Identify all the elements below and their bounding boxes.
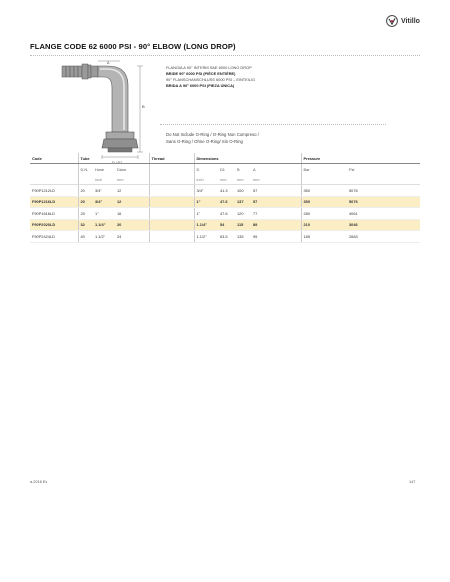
cell-psi: 4061	[347, 208, 420, 220]
cell-diam: 16	[115, 208, 149, 220]
subheader-a: A	[253, 167, 256, 172]
cell-psi: 2683	[347, 231, 420, 243]
cell-thread	[149, 196, 194, 208]
subheader-d1: D1	[220, 167, 225, 172]
cell-bar: 350	[301, 185, 347, 197]
fitting-drawing	[54, 60, 169, 168]
unit-mm: mm	[115, 175, 149, 185]
cell-psi: 3046	[347, 219, 420, 231]
cell-b: 135	[235, 231, 251, 243]
cell-bar: 185	[301, 231, 347, 243]
cell-d: 1.1/2"	[194, 231, 218, 243]
oring-note	[166, 131, 259, 146]
cell-dn: 32	[78, 219, 93, 231]
cell-b: 120	[235, 208, 251, 220]
cell-code: F90P1616LD	[30, 208, 78, 220]
brand-name: Vitillo	[401, 17, 420, 25]
col-header-code: Code	[30, 153, 78, 164]
unit-inch-d: inch	[194, 175, 218, 185]
cell-d1: 54	[218, 219, 235, 231]
vitillo-logo-icon	[386, 15, 398, 27]
oring-note-line-1: Do Not Include O-Ring / O-Ring Non Compreso /	[166, 132, 259, 137]
cell-a: 89	[251, 219, 301, 231]
cell-b: 137	[235, 196, 251, 208]
dim-label-a: A	[107, 61, 110, 65]
cell-code: F90P2020LD	[30, 219, 78, 231]
cell-thread	[149, 219, 194, 231]
cell-d1: 63.5	[218, 231, 235, 243]
table-row	[30, 196, 420, 208]
unit-inch: inch	[93, 175, 115, 185]
cell-psi: 5076	[347, 196, 420, 208]
table-header-row	[30, 153, 420, 164]
cell-bar: 350	[301, 196, 347, 208]
cell-d1: 41.3	[218, 185, 235, 197]
title-divider	[30, 55, 420, 56]
cell-a: 57	[251, 196, 301, 208]
subheader-bar: Bar	[301, 164, 347, 176]
unit-mm-a: mm	[251, 175, 301, 185]
col-header-thread: Thread	[149, 153, 194, 164]
product-description	[166, 65, 255, 89]
cell-psi: 5076	[347, 185, 420, 197]
table-units-row	[30, 175, 420, 185]
cell-bar: 280	[301, 208, 347, 220]
cell-hose: 1"	[93, 208, 115, 220]
cell-dn: 20	[78, 185, 93, 197]
footer-edition: a-2016 Ex	[30, 480, 48, 484]
subheader-psi: Psi	[349, 167, 355, 172]
cell-code: F90P2424LD	[30, 231, 78, 243]
col-header-dimensions: Dimensions	[194, 153, 301, 164]
cell-hose: 1.1/4"	[93, 219, 115, 231]
desc-line-de: 90° FLANSCHANSCHLUSS 6000 PSI – EINTEILIG	[166, 77, 256, 83]
col-header-tube: Tube	[78, 153, 149, 164]
cell-a: 57	[251, 185, 301, 197]
oring-note-line-2: Sans O-Ring / Ohne O-Ring/ Sin O-Ring	[166, 139, 243, 145]
cell-dn: 25	[78, 208, 93, 220]
cell-hose: 1.1/2"	[93, 231, 115, 243]
desc-line-it: FLANGIA A 90° INTERM SAE 6000 LONG DROP	[166, 65, 252, 70]
table-row	[30, 185, 420, 197]
col-header-pressure: Pressure	[301, 153, 420, 164]
cell-d: 1"	[194, 208, 218, 220]
cell-a: 77	[251, 208, 301, 220]
cell-thread	[149, 208, 194, 220]
subheader-hose: Hose	[95, 167, 105, 172]
cell-diam: 12	[115, 196, 149, 208]
subheader-diam: Diam	[117, 167, 127, 172]
cell-diam: 12	[115, 185, 149, 197]
dim-label-d: D / D1	[112, 161, 123, 165]
subheader-d: D	[194, 164, 218, 176]
dim-label-b: B	[142, 104, 145, 109]
oring-divider	[160, 124, 386, 125]
cell-d1: 47.6	[218, 196, 235, 208]
elbow-fitting-diagram	[54, 60, 169, 168]
cell-b: 100	[235, 185, 251, 197]
page-title: FLANGE CODE 62 6000 PSI - 90° ELBOW (LONG DROP)	[30, 42, 236, 51]
subheader-dn: D.N.	[78, 164, 93, 176]
brand-logo	[386, 15, 420, 27]
cell-code: F90P1212LD	[30, 185, 78, 197]
unit-mm-b: mm	[235, 175, 251, 185]
cell-dn: 20	[78, 196, 93, 208]
subheader-b: B	[237, 167, 240, 172]
cell-diam: 24	[115, 231, 149, 243]
cell-d1: 47.6	[218, 208, 235, 220]
unit-mm-d1: mm	[218, 175, 235, 185]
table-body	[30, 185, 420, 243]
page-number: 147	[409, 480, 416, 484]
cell-hose: 3/4"	[93, 196, 115, 208]
cell-a: 95	[251, 231, 301, 243]
cell-code: F90P1216LD	[30, 196, 78, 208]
cell-d: 1.1/4"	[194, 219, 218, 231]
cell-diam: 20	[115, 219, 149, 231]
cell-hose: 3/4"	[93, 185, 115, 197]
specs-table	[30, 153, 420, 243]
table-row	[30, 208, 420, 220]
table-subheader-row	[30, 164, 420, 176]
cell-thread	[149, 231, 194, 243]
cell-dn: 40	[78, 231, 93, 243]
cell-b: 115	[235, 219, 251, 231]
cell-d: 3/4"	[194, 185, 218, 197]
cell-thread	[149, 185, 194, 197]
table-row	[30, 219, 420, 231]
desc-line-fr: BRIDE 90° 6000 PSI (PIÈCE ENTIÈRE)	[166, 71, 236, 77]
table-row	[30, 231, 420, 243]
desc-line-es: BRIDA A 90° 6000 PSI (PIEZA ÚNICA)	[166, 83, 235, 89]
cell-d: 1"	[194, 196, 218, 208]
cell-bar: 210	[301, 219, 347, 231]
